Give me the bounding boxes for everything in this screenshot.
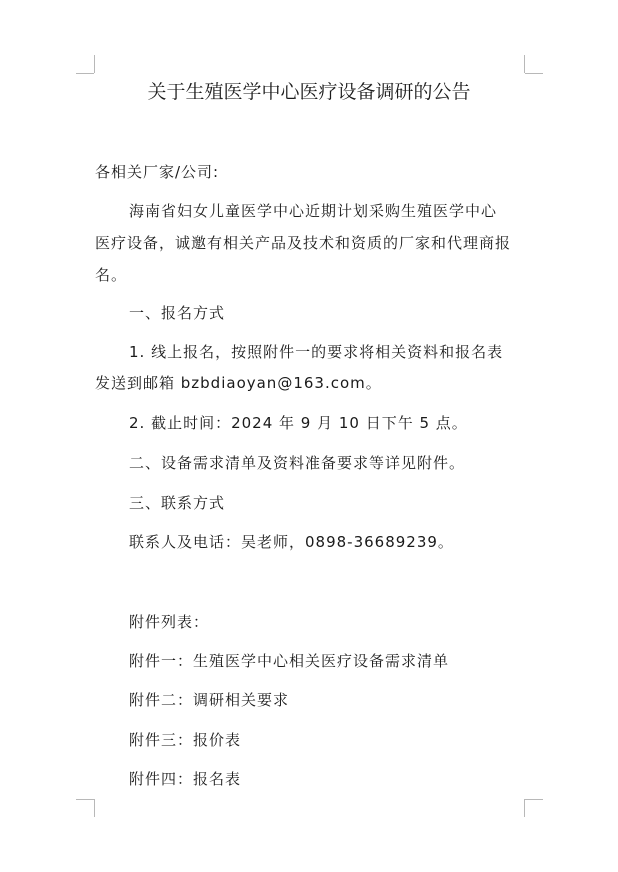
intro-line-3: 名。: [95, 266, 128, 284]
crop-mark-bottom-right-v: [524, 799, 525, 817]
item-2: 2. 截止时间：2024 年 9 月 10 日下午 5 点。: [129, 414, 468, 432]
salutation: 各相关厂家/公司:: [95, 163, 220, 181]
crop-mark-top-right-h: [525, 73, 543, 74]
item-1-line-1: 1. 线上报名，按照附件一的要求将相关资料和报名表: [129, 343, 504, 361]
attachment-item-3: 附件三：报价表: [129, 731, 242, 749]
crop-mark-top-left-h: [76, 73, 94, 74]
crop-mark-top-right-v: [524, 55, 525, 73]
document-title: 关于生殖医学中心医疗设备调研的公告: [147, 81, 471, 103]
intro-line-1: 海南省妇女儿童医学中心近期计划采购生殖医学中心: [129, 202, 498, 220]
crop-mark-top-left-v: [94, 55, 95, 73]
intro-line-2: 医疗设备，诚邀有相关产品及技术和资质的厂家和代理商报: [95, 234, 512, 252]
attachments-heading: 附件列表：: [129, 613, 210, 631]
crop-mark-bottom-left-v: [94, 799, 95, 817]
attachment-item-4: 附件四：报名表: [129, 770, 242, 788]
section-1-heading: 一、报名方式: [129, 304, 226, 322]
attachment-item-1: 附件一：生殖医学中心相关医疗设备需求清单: [129, 652, 450, 670]
crop-mark-bottom-left-h: [76, 799, 94, 800]
contact-line: 联系人及电话：吴老师，0898-36689239。: [129, 533, 454, 551]
crop-mark-bottom-right-h: [525, 799, 543, 800]
attachment-item-2: 附件二：调研相关要求: [129, 691, 290, 709]
section-3-heading: 三、联系方式: [129, 494, 226, 512]
section-2: 二、设备需求清单及资料准备要求等详见附件。: [129, 454, 466, 472]
item-1-line-2: 发送到邮箱 bzbdiaoyan@163.com。: [95, 374, 382, 392]
